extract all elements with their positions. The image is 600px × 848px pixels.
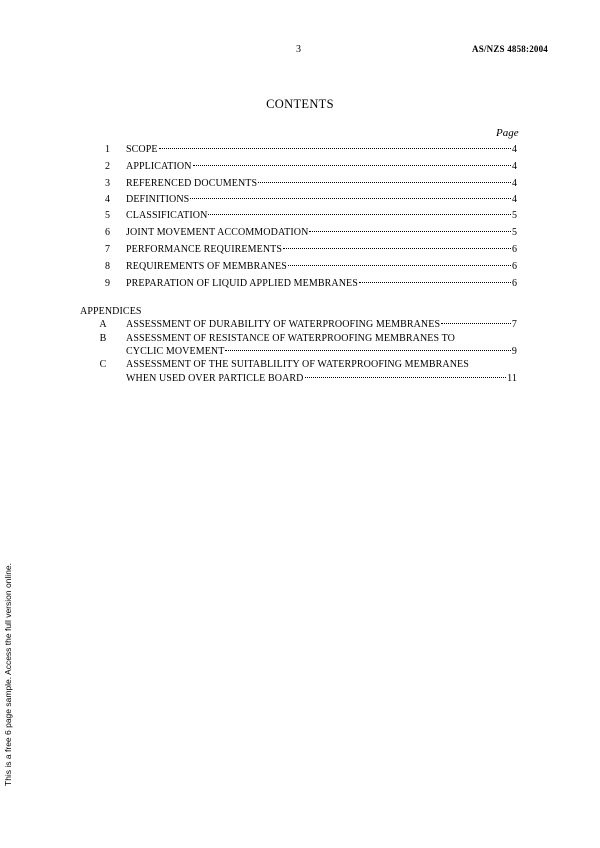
standard-id: AS/NZS 4858:2004: [472, 44, 548, 54]
toc-title: SCOPE: [126, 144, 158, 155]
appendix-page: 7: [511, 319, 517, 330]
appendix-page: 11: [507, 373, 517, 384]
appendix-page: 9: [511, 346, 517, 357]
toc-page: 5: [512, 227, 517, 238]
dot-leader: [305, 377, 507, 378]
toc-number: 8: [105, 261, 110, 272]
dot-leader: [288, 265, 511, 266]
appendix-letter: A: [99, 319, 107, 330]
dot-leader: [190, 198, 511, 199]
toc-page: 6: [512, 244, 517, 255]
toc-entry[interactable]: [0, 277, 600, 291]
appendix-letter: B: [99, 333, 107, 344]
toc-number: 1: [105, 144, 110, 155]
toc-number: 3: [105, 178, 110, 189]
toc-title: APPLICATION: [126, 161, 192, 172]
dot-leader: [208, 214, 511, 215]
dot-leader: [359, 282, 511, 283]
appendix-title: ASSESSMENT OF THE SUITABLILITY OF WATERPROOFING MEMBRANES: [126, 359, 469, 370]
appendices-heading: APPENDICES: [80, 306, 142, 317]
toc-page: 6: [512, 278, 517, 289]
dot-leader: [309, 231, 511, 232]
toc-entry[interactable]: [0, 143, 600, 157]
toc-page: 4: [512, 161, 517, 172]
toc-title: REQUIREMENTS OF MEMBRANES: [126, 261, 287, 272]
dot-leader: [225, 350, 510, 351]
toc-number: 7: [105, 244, 110, 255]
dot-leader: [193, 165, 511, 166]
dot-leader: [159, 148, 511, 149]
toc-entry[interactable]: [0, 260, 600, 274]
toc-number: 6: [105, 227, 110, 238]
toc-title: PERFORMANCE REQUIREMENTS: [126, 244, 283, 255]
contents-title: CONTENTS: [266, 97, 334, 111]
toc-number: 2: [105, 161, 110, 172]
toc-title: DEFINITIONS: [126, 194, 190, 205]
toc-title: PREPARATION OF LIQUID APPLIED MEMBRANES: [126, 278, 358, 289]
toc-page: 6: [512, 261, 517, 272]
toc-entry[interactable]: [0, 209, 600, 223]
toc-page: 4: [512, 178, 517, 189]
toc-number: 5: [105, 210, 110, 221]
toc-entry[interactable]: [0, 177, 600, 191]
toc-title: REFERENCED DOCUMENTS: [126, 178, 258, 189]
appendix-title-continued: CYCLIC MOVEMENT: [126, 346, 225, 357]
toc-title: JOINT MOVEMENT ACCOMMODATION: [126, 227, 309, 238]
appendix-letter: C: [99, 359, 107, 370]
sample-notice: This is a free 6 page sample. Access the full version online.: [3, 562, 13, 786]
page-column-label: Page: [496, 127, 519, 139]
appendix-title-continued: WHEN USED OVER PARTICLE BOARD: [126, 373, 304, 384]
toc-entry[interactable]: [0, 243, 600, 257]
dot-leader: [258, 182, 511, 183]
toc-page: 4: [512, 194, 517, 205]
toc-number: 9: [105, 278, 110, 289]
appendix-title: ASSESSMENT OF DURABILITY OF WATERPROOFING MEMBRANES: [126, 319, 441, 330]
toc-title: CLASSIFICATION: [126, 210, 208, 221]
toc-entry[interactable]: [0, 160, 600, 174]
dot-leader: [441, 323, 511, 324]
appendix-title: ASSESSMENT OF RESISTANCE OF WATERPROOFING MEMBRANES TO: [126, 333, 455, 344]
toc-number: 4: [105, 194, 110, 205]
page-number: 3: [296, 44, 301, 55]
toc-entry[interactable]: [0, 226, 600, 240]
toc-page: 5: [512, 210, 517, 221]
toc-entry[interactable]: [0, 193, 600, 207]
toc-page: 4: [512, 144, 517, 155]
dot-leader: [283, 248, 511, 249]
